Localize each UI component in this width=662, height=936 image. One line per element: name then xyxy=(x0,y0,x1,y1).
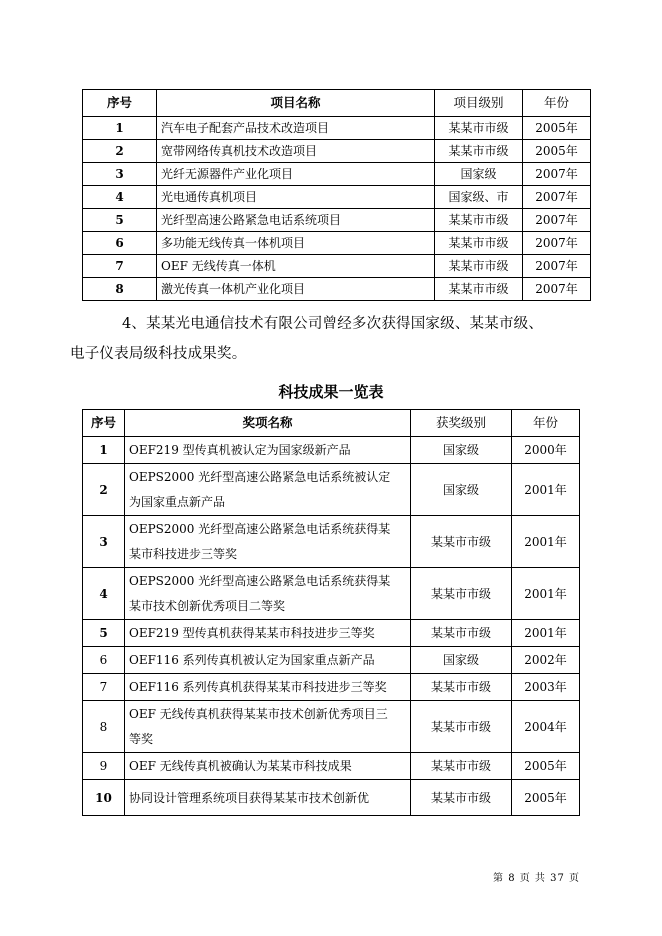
row-no: 9 xyxy=(83,753,125,780)
row-name: 汽车电子配套产品技术改造项目 xyxy=(157,117,435,140)
table-row xyxy=(83,568,580,620)
row-no: 6 xyxy=(83,647,125,674)
table-row xyxy=(83,674,580,701)
row-level: 某某市市级 xyxy=(411,780,512,816)
row-name-line-1: OEF116 系列传真机获得某某市科技进步三等奖 xyxy=(129,680,387,694)
row-level: 某某市市级 xyxy=(411,620,512,647)
row-name xyxy=(125,753,411,780)
row-name-line-2: 等奖 xyxy=(129,731,154,746)
row-level: 某某市市级 xyxy=(435,232,523,255)
table-row xyxy=(83,140,591,163)
row-name: 光纤型高速公路紧急电话系统项目 xyxy=(157,209,435,232)
table-row xyxy=(83,186,591,209)
row-year: 2005年 xyxy=(523,140,591,163)
row-name xyxy=(125,674,411,701)
row-no: 3 xyxy=(83,516,125,568)
row-name xyxy=(125,516,411,568)
row-year: 2001年 xyxy=(512,464,580,516)
row-name-line-1: OEPS2000 光纤型高速公路紧急电话系统获得某 xyxy=(129,521,391,536)
row-level: 某某市市级 xyxy=(435,117,523,140)
row-name xyxy=(125,620,411,647)
row-name xyxy=(125,701,411,753)
row-name: 光纤无源器件产业化项目 xyxy=(157,163,435,186)
header-level: 项目级别 xyxy=(435,90,523,117)
row-level: 国家级 xyxy=(435,163,523,186)
row-name: OEF 无线传真一体机 xyxy=(157,255,435,278)
row-year: 2007年 xyxy=(523,186,591,209)
row-no: 7 xyxy=(83,674,125,701)
row-year: 2004年 xyxy=(512,701,580,753)
row-name xyxy=(125,568,411,620)
table-header-row xyxy=(83,410,580,437)
row-level: 某某市市级 xyxy=(435,255,523,278)
row-no: 10 xyxy=(83,780,125,816)
header-name: 奖项名称 xyxy=(125,410,411,437)
body-paragraph xyxy=(70,309,588,369)
paragraph-line-1: 4、某某光电通信技术有限公司曾经多次获得国家级、某某市级、 xyxy=(122,316,544,332)
row-name xyxy=(125,437,411,464)
row-level: 某某市市级 xyxy=(411,674,512,701)
table-row xyxy=(83,232,591,255)
row-name-line-2: 为国家重点新产品 xyxy=(129,494,226,509)
table-row xyxy=(83,278,591,301)
row-year: 2005年 xyxy=(523,117,591,140)
row-level: 某某市市级 xyxy=(411,753,512,780)
table-row xyxy=(83,464,580,516)
row-year: 2007年 xyxy=(523,163,591,186)
header-year: 年份 xyxy=(523,90,591,117)
row-name-line-1: OEPS2000 光纤型高速公路紧急电话系统获得某 xyxy=(129,573,391,588)
row-name: 宽带网络传真机技术改造项目 xyxy=(157,140,435,163)
table-row xyxy=(83,780,580,816)
row-name xyxy=(125,780,411,816)
header-year: 年份 xyxy=(512,410,580,437)
row-no: 4 xyxy=(83,568,125,620)
table-row xyxy=(83,117,591,140)
row-name: 光电通传真机项目 xyxy=(157,186,435,209)
table-row xyxy=(83,701,580,753)
table-row xyxy=(83,516,580,568)
row-name-line-2: 某市技术创新优秀项目二等奖 xyxy=(129,598,286,613)
row-name: 激光传真一体机产业化项目 xyxy=(157,278,435,301)
row-level: 某某市市级 xyxy=(411,516,512,568)
row-year: 2001年 xyxy=(512,620,580,647)
row-no: 4 xyxy=(83,186,157,209)
row-no: 3 xyxy=(83,163,157,186)
header-level: 获奖级别 xyxy=(411,410,512,437)
header-name: 项目名称 xyxy=(157,90,435,117)
row-year: 2001年 xyxy=(512,568,580,620)
row-year: 2005年 xyxy=(512,753,580,780)
row-name-line-1: OEF 无线传真机被确认为某某市科技成果 xyxy=(129,759,352,773)
row-no: 5 xyxy=(83,209,157,232)
row-name xyxy=(125,647,411,674)
row-year: 2001年 xyxy=(512,516,580,568)
table-header-row xyxy=(83,90,591,117)
row-level: 国家级 xyxy=(411,647,512,674)
row-level: 国家级 xyxy=(411,464,512,516)
table-row xyxy=(83,620,580,647)
table-row xyxy=(83,753,580,780)
row-no: 2 xyxy=(83,464,125,516)
row-name xyxy=(125,464,411,516)
row-year: 2002年 xyxy=(512,647,580,674)
row-no: 1 xyxy=(83,437,125,464)
row-no: 8 xyxy=(83,278,157,301)
project-table xyxy=(82,89,591,301)
row-year: 2003年 xyxy=(512,674,580,701)
row-no: 6 xyxy=(83,232,157,255)
row-year: 2007年 xyxy=(523,278,591,301)
row-name-line-2: 某市科技进步三等奖 xyxy=(129,546,238,561)
row-name: 多功能无线传真一体机项目 xyxy=(157,232,435,255)
row-level: 国家级 xyxy=(411,437,512,464)
table-row xyxy=(83,647,580,674)
awards-table xyxy=(82,409,580,816)
header-no: 序号 xyxy=(83,90,157,117)
row-year: 2005年 xyxy=(512,780,580,816)
row-level: 某某市市级 xyxy=(435,140,523,163)
row-name-line-1: OEF219 型传真机获得某某市科技进步三等奖 xyxy=(129,626,375,640)
row-name-line-1: 协同设计管理系统项目获得某某市技术创新优 xyxy=(129,790,370,805)
row-level: 某某市市级 xyxy=(435,278,523,301)
row-no: 2 xyxy=(83,140,157,163)
awards-table-title: 科技成果一览表 xyxy=(278,383,384,401)
page-number: 第 8 页 共 37 页 xyxy=(493,873,580,884)
row-no: 1 xyxy=(83,117,157,140)
row-year: 2007年 xyxy=(523,209,591,232)
header-no: 序号 xyxy=(83,410,125,437)
row-no: 7 xyxy=(83,255,157,278)
row-name-line-1: OEF116 系列传真机被认定为国家重点新产品 xyxy=(129,653,375,667)
row-year: 2000年 xyxy=(512,437,580,464)
paragraph-line-2: 电子仪表局级科技成果奖。 xyxy=(70,346,247,362)
row-level: 某某市市级 xyxy=(411,568,512,620)
row-no: 5 xyxy=(83,620,125,647)
row-name-line-1: OEF219 型传真机被认定为国家级新产品 xyxy=(129,443,351,457)
table-row xyxy=(83,209,591,232)
row-level: 国家级、市 xyxy=(435,186,523,209)
row-level: 某某市市级 xyxy=(411,701,512,753)
row-year: 2007年 xyxy=(523,255,591,278)
row-level: 某某市市级 xyxy=(435,209,523,232)
row-year: 2007年 xyxy=(523,232,591,255)
row-no: 8 xyxy=(83,701,125,753)
table-row xyxy=(83,437,580,464)
table-row xyxy=(83,255,591,278)
table-row xyxy=(83,163,591,186)
row-name-line-1: OEPS2000 光纤型高速公路紧急电话系统被认定 xyxy=(129,469,391,484)
row-name-line-1: OEF 无线传真机获得某某市技术创新优秀项目三 xyxy=(129,706,388,721)
